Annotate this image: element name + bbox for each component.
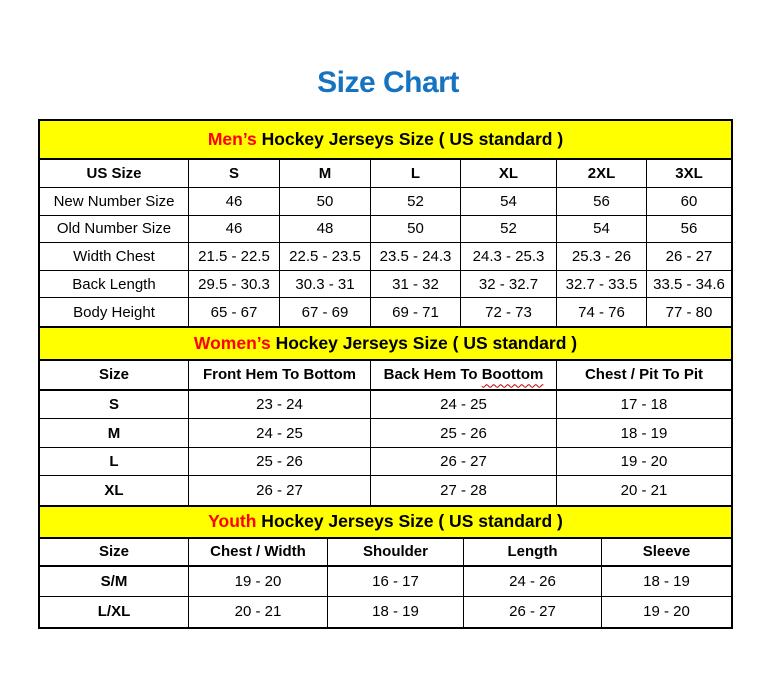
section-header-rest: Hockey Jerseys Size ( US standard ) bbox=[256, 129, 564, 149]
mens-column-header: M bbox=[280, 160, 371, 188]
womens-value-cell: 24 - 25 bbox=[371, 391, 557, 420]
section-mens bbox=[40, 121, 731, 326]
mens-value-cell: 31 - 32 bbox=[371, 271, 461, 299]
womens-row-label: L bbox=[40, 448, 189, 477]
mens-column-header: XL bbox=[461, 160, 557, 188]
section-header-rest: Hockey Jerseys Size ( US standard ) bbox=[270, 332, 578, 353]
mens-value-cell: 50 bbox=[280, 188, 371, 216]
section-header-highlight: Men’s bbox=[207, 129, 257, 149]
youth-column-header: Chest / Width bbox=[189, 539, 328, 567]
mens-row-label: New Number Size bbox=[40, 188, 189, 216]
youth-value-cell: 20 - 21 bbox=[189, 597, 328, 627]
mens-value-cell: 65 - 67 bbox=[189, 298, 280, 326]
womens-row-label: S bbox=[40, 391, 189, 420]
womens-value-cell: 20 - 21 bbox=[620, 482, 668, 500]
youth-column-header: Shoulder bbox=[328, 539, 464, 567]
mens-value-cell: 56 bbox=[647, 216, 731, 244]
womens-value-cell: 25 - 26 bbox=[189, 448, 371, 477]
mens-row-label: Body Height bbox=[40, 298, 189, 326]
mens-column-header: S bbox=[189, 160, 280, 188]
size-chart-table bbox=[38, 119, 733, 629]
youth-column-header: Sleeve bbox=[602, 539, 731, 567]
youth-row-label: S/M bbox=[40, 567, 189, 597]
section-header-mens bbox=[40, 121, 731, 160]
mens-value-cell: 29.5 - 30.3 bbox=[189, 271, 280, 299]
mens-value-cell: 72 - 73 bbox=[461, 298, 557, 326]
mens-row-label: Width Chest bbox=[40, 243, 189, 271]
mens-value-cell: 24.3 - 25.3 bbox=[461, 243, 557, 271]
womens-value-cell: 25 - 26 bbox=[371, 419, 557, 448]
youth-value-cell: 19 - 20 bbox=[189, 567, 328, 597]
mens-value-cell: 56 bbox=[557, 188, 647, 216]
mens-value-cell: 46 bbox=[189, 188, 280, 216]
mens-column-header: 3XL bbox=[647, 160, 731, 188]
mens-value-cell: 67 - 69 bbox=[280, 298, 371, 326]
mens-value-cell: 32.7 - 33.5 bbox=[557, 271, 647, 299]
mens-column-header: US Size bbox=[40, 160, 189, 188]
womens-column-header: Chest / Pit To Pit bbox=[557, 361, 731, 391]
mens-value-cell: 26 - 27 bbox=[647, 243, 731, 271]
womens-value-cell: 26 - 27 bbox=[371, 448, 557, 477]
section-header-youth bbox=[40, 505, 731, 539]
womens-column-header: Size bbox=[40, 361, 189, 391]
youth-value-cell: 18 - 19 bbox=[328, 597, 464, 627]
section-header-highlight: Youth bbox=[208, 511, 257, 532]
table-youth bbox=[40, 539, 731, 627]
youth-value-cell: 19 - 20 bbox=[643, 603, 690, 621]
mens-value-cell: 50 bbox=[371, 216, 461, 244]
womens-row-label: M bbox=[40, 419, 189, 448]
mens-value-cell: 21.5 - 22.5 bbox=[189, 243, 280, 271]
womens-row-label: XL bbox=[40, 476, 189, 505]
youth-column-header: Length bbox=[464, 539, 602, 567]
womens-value-cell: 23 - 24 bbox=[189, 391, 371, 420]
misspelled-word: Boottom bbox=[481, 366, 544, 384]
mens-value-cell: 69 - 71 bbox=[371, 298, 461, 326]
table-mens bbox=[40, 160, 731, 326]
mens-value-cell: 52 bbox=[461, 216, 557, 244]
mens-value-cell: 77 - 80 bbox=[665, 303, 713, 321]
youth-row-label: L/XL bbox=[40, 597, 189, 627]
mens-value-cell: 48 bbox=[280, 216, 371, 244]
youth-value-cell: 18 - 19 bbox=[602, 567, 731, 597]
section-youth bbox=[40, 505, 731, 627]
mens-row-label: Back Length bbox=[40, 271, 189, 299]
mens-column-header: L bbox=[371, 160, 461, 188]
mens-value-cell: 23.5 - 24.3 bbox=[371, 243, 461, 271]
womens-value-cell: 17 - 18 bbox=[557, 391, 731, 420]
mens-value-cell: 30.3 - 31 bbox=[280, 271, 371, 299]
mens-row-label: Old Number Size bbox=[40, 216, 189, 244]
mens-value-cell: 33.5 - 34.6 bbox=[647, 271, 731, 299]
womens-value-cell: 19 - 20 bbox=[557, 448, 731, 477]
youth-value-cell: 26 - 27 bbox=[464, 597, 602, 627]
section-womens bbox=[40, 326, 731, 505]
section-header-rest: Hockey Jerseys Size ( US standard ) bbox=[256, 511, 563, 532]
womens-value-cell: 26 - 27 bbox=[189, 476, 371, 505]
mens-value-cell: 25.3 - 26 bbox=[557, 243, 647, 271]
mens-column-header: 2XL bbox=[557, 160, 647, 188]
mens-value-cell: 74 - 76 bbox=[557, 298, 647, 326]
mens-value-cell: 32 - 32.7 bbox=[461, 271, 557, 299]
youth-value-cell: 24 - 26 bbox=[464, 567, 602, 597]
mens-value-cell: 22.5 - 23.5 bbox=[280, 243, 371, 271]
mens-value-cell: 46 bbox=[189, 216, 280, 244]
womens-column-header: Front Hem To Bottom bbox=[189, 361, 371, 391]
womens-value-cell: 27 - 28 bbox=[371, 476, 557, 505]
mens-value-cell: 52 bbox=[371, 188, 461, 216]
mens-value-cell: 54 bbox=[557, 216, 647, 244]
section-header-womens bbox=[40, 326, 731, 361]
mens-value-cell: 60 bbox=[647, 188, 731, 216]
youth-column-header: Size bbox=[40, 539, 189, 567]
mens-value-cell: 54 bbox=[461, 188, 557, 216]
womens-column-header bbox=[371, 361, 557, 391]
section-header-highlight: Women’s bbox=[193, 332, 271, 353]
womens-value-cell: 24 - 25 bbox=[189, 419, 371, 448]
womens-value-cell: 18 - 19 bbox=[557, 419, 731, 448]
table-womens bbox=[40, 361, 731, 505]
page-title: Size Chart bbox=[317, 66, 459, 99]
column-header-text: Back Hem To bbox=[383, 366, 482, 384]
youth-value-cell: 16 - 17 bbox=[328, 567, 464, 597]
